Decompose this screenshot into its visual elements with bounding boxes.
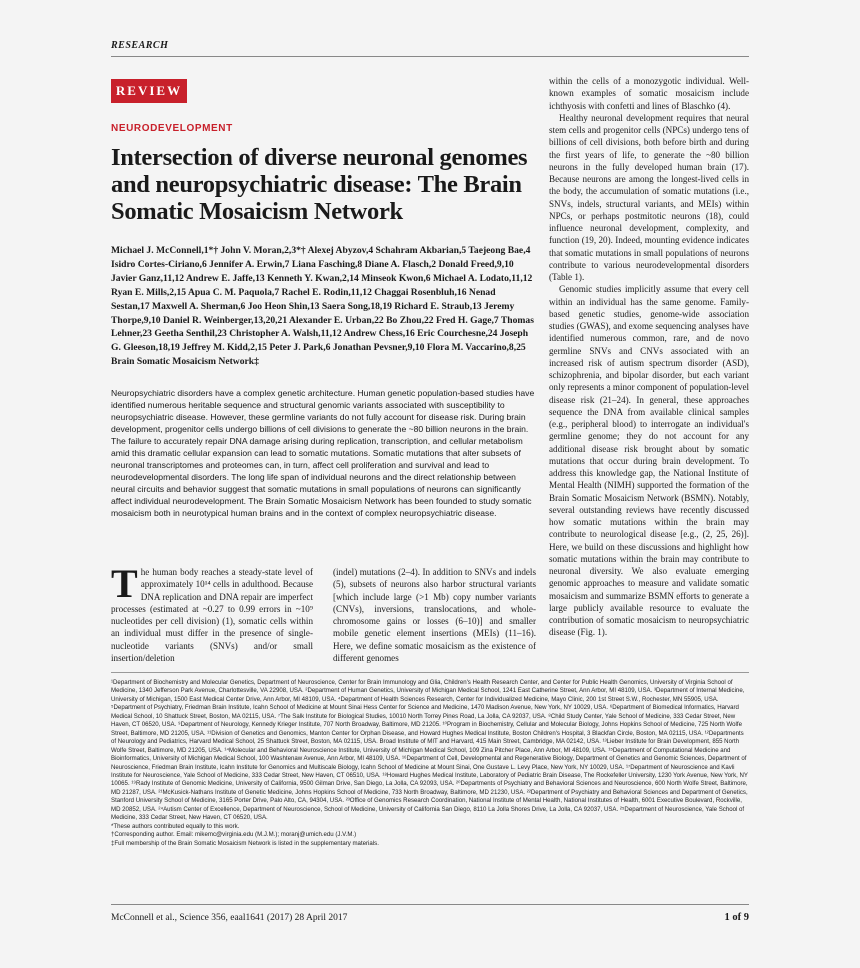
affiliations: [111, 679, 749, 848]
body-column-middle: [333, 566, 536, 664]
footer-citation: McConnell et al., Science 356, eaal1641 (2017) 28 April 2017: [111, 913, 348, 923]
body-paragraph: Genomic studies implicitly assume that every cell within an individual has the same genome. Family-based genetic studies, genome-wide association studies (GWAS), and exome sequencing analyses have identified numerous common, rare, and de novo germline SNVs and CNVs associated with an increased risk of autism spectrum disorder (ASD), schizophrenia, and bipolar disorder, but each variant only represents a minor component of population-level disease risk (21–24). In general, these approaches sequence the DNA from available clinical samples (e.g., peripheral blood) to interrogate an individual's germline genome; they do not account for any additional disease risk brought about by somatic mutations that occur during brain development. To address this knowledge gap, the National Institute of Mental Health (NIMH) supported the formation of the Brain Somatic Mosaicism Network (BSMN). Notably, several outstanding reviews have recently discussed how somatic mutations within the brain may contribute to neurological disease [e.g., (2, 25, 26)]. Here, we build on these discussions and highlight how somatic mutations within the brain may contribute to neuronal diversity. We also evaluate emerging genomic approaches to measure and validate somatic mosaicism and summarize BSMN efforts to generate a large publicly available resource to evaluate the contribution of somatic mosaicism to neuropsychiatric disease (Fig. 1).: [549, 284, 750, 638]
affiliation-list: ¹Department of Biochemistry and Molecular Genetics, Department of Neuroscience, Center for Brain Immunology and Glia, Children's Health Research Center, and Center for Public Health Genomics, University of Virginia School of Medicine, 1340 Jefferson Park Avenue, Charlottesville, VA 22908, USA. ²Department of Human Genetics, University of Michigan Medical School, 1241 East Catherine Street, Ann Arbor, MI 48109, USA. ³Department of Internal Medicine, University of Michigan, 1500 East Medical Center Drive, Ann Arbor, MI 48109, USA. ⁴Department of Health Sciences Research, Center for Individualized Medicine, Mayo Clinic, 200 1st Street S.W., Rochester, MN 55905, USA. ⁵Department of Psychiatry, Friedman Brain Institute, Icahn School of Medicine at Mount Sinai Hess Center for Science and Medicine, 1470 Madison Avenue, New York, NY 10029, USA. ⁶Department of Biomedical Informatics, Harvard Medical School, 10 Shattuck Street, Boston, MA 02115, USA. ⁷The Salk Institute for Biological Studies, 10010 North Torrey Pines Road, La Jolla, CA 92037, USA. ⁸Child Study Center, Yale School of Medicine, 333 Cedar Street, New Haven, CT 06520, USA. ⁹Department of Neurology, Kennedy Krieger Institute, 707 North Broadway, Baltimore, MD 21205. ¹⁰Program in Biochemistry, Cellular and Molecular Biology, Johns Hopkins School of Medicine, 725 North Wolfe Street, Baltimore, MD 21205, USA. ¹¹Division of Genetics and Genomics, Manton Center for Orphan Disease, and Howard Hughes Medical Institute, Boston Children's Hospital, 3 Blackfan Circle, Boston, MA 02115, USA. ¹²Departments of Neurology and Pediatrics, Harvard Medical School, 25 Shattuck Street, Boston, MA 02115, USA. Broad Institute of MIT and Harvard, 415 Main Street, Cambridge, MA 02142, USA. ¹³Lieber Institute for Brain Development, 855 North Wolfe Street, Baltimore, MD 21205, USA. ¹⁴Molecular and Behavioral Neuroscience Institute, University of Michigan Medical School, 109 Zina Pitcher Place, Ann Arbor, MI 48109, USA. ¹⁵Department of Computational Medicine and Bioinformatics, University of Michigan Medical School, 100 Washtenaw Avenue, Ann Arbor, MI 48109, USA. ¹⁶Department of Cell, Developmental and Regenerative Biology, Department of Genetics and Genomic Sciences, Department of Neuroscience, Friedman Brain Institute, Icahn Institute for Genomics and Multiscale Biology, Icahn School of Medicine at Mount Sinai, One Gustave L. Levy Place, New York, NY 10029, USA. ¹⁷Department of Neuroscience and Kavli Institute for Neuroscience, Yale School of Medicine, 333 Cedar Street, New Haven, CT 06510, USA. ¹⁸Howard Hughes Medical Institute, Laboratory of Pediatric Brain Disease, The Rockefeller University, 1230 York Avenue, New York, NY 10065. ¹⁹Rady Institute of Genomic Medicine, University of California, 9500 Gilman Drive, San Diego, La Jolla, CA 92093, USA. ²⁰Departments of Psychiatry and Behavioral Sciences and Neuroscience, 600 North Wolfe Street, Baltimore, MD 21287, USA. ²¹McKusick-Nathans Institute of Genetic Medicine, Johns Hopkins School of Medicine, 733 North Broadway, Baltimore, MD 21230, USA. ²²Department of Psychiatry and Behavioral Sciences and Department of Genetics, Stanford University School of Medicine, 3165 Porter Drive, Palo Alto, CA, 94304, USA. ²³Office of Genomics Research Coordination, National Institute of Mental Health, National Institutes of Health, 6001 Executive Boulevard, Rockville, MD 20852, USA. ²⁴Autism Center of Excellence, Department of Neuroscience, School of Medicine, University of California San Diego, 8110 La Jolla Shores Drive, La Jolla, CA 92037, USA. ²⁵Department of Neuroscience, Yale School of Medicine, 333 Cedar Street, New Haven, CT 06520, USA.: [111, 679, 748, 822]
review-badge: REVIEW: [111, 79, 187, 103]
body-paragraph: within the cells of a monozygotic individual. Well-known examples of somatic mosaicism include ichthyosis with confetti and lines of Blaschko (4).: [549, 76, 749, 111]
footnote-rule: [111, 672, 749, 673]
body-text-middle: (indel) mutations (2–4). In addition to SNVs and indels (5), subsets of neurons also harbor structural variants [which include large (>1 Mb) copy number variants (CNVs), inversions, translocations, and whole-chromosome gains or losses (6–10)] and smaller mobile genetic element insertions (MEIs) (11–16). Here, we define somatic mosaicism as the existence of different genomes: [333, 567, 536, 663]
article-title: Intersection of diverse neuronal genomes and neuropsychiatric disease: The Brain Somatic Mosaicism Network: [111, 144, 528, 225]
equal-contribution-note: *These authors contributed equally to this work.: [111, 822, 240, 830]
bottom-rule: [111, 904, 749, 905]
body-column-left: [111, 561, 313, 664]
membership-note: ‡Full membership of the Brain Somatic Mosaicism Network is listed in the supplementary materials.: [111, 839, 379, 847]
body-paragraph: Healthy neuronal development requires that neural stem cells and progenitor cells (NPCs) undergo tens of billions of cell divisions, both before birth and during the first years of life, to generate the ~80 billion neurons in the fully developed human brain (17). Because neurons are among the longest-lived cells in the body, the accumulation of somatic mutations (i.e., SNVs, indels, structural variants, and MEIs) within NPCs, or perhaps postmitotic neurons (18), could influence neuronal development, complexity, and function (19, 20). Indeed, mounting evidence indicates that somatic mutations in small populations of neurons contribute to various neurodevelopmental disorders (Table 1).: [549, 112, 749, 282]
body-column-right: [549, 75, 749, 639]
kicker: NEURODEVELOPMENT: [111, 123, 233, 134]
abstract: Neuropsychiatric disorders have a complex genetic architecture. Human genetic population-based studies have identified numerous heritable sequence and structural genomic variants associated with susceptibility to neuropsychiatric disease. However, these germline variants do not fully account for disease risk. During brain development, progenitor cells undergo billions of cell divisions to generate the ~80 billion neurons in the brain. The failure to accurately repair DNA damage arising during replication, transcription, and cellular metabolism amid this dramatic cellular expansion can lead to somatic mutations. Somatic mutations that alter subsets of neuronal transcriptomes and proteomes can, in turn, affect cell proliferation and survival and lead to neurodevelopmental disorders. The long life span of individual neurons and the direct relationship between neural circuits and behavior suggest that somatic mutations in small populations of neurons can significantly affect individual neurodevelopment. The Brain Somatic Mosaicism Network has been founded to study somatic mosaicism both in neurotypical human brains and in the context of complex neuropsychiatric disease.: [111, 388, 535, 519]
author-list: Michael J. McConnell,1*† John V. Moran,2,3*† Alexej Abyzov,4 Schahram Akbarian,5 Taejeong Bae,4 Isidro Cortes-Ciriano,6 Jennifer A. Erwin,7 Liana Fasching,8 Diane A. Flasch,2 Donald Freed,9,10 Javier Ganz,11,12 Andrew E. Jaffe,13 Kenneth Y. Kwan,2,14 Minseok Kwon,6 Michael A. Lodato,11,12 Ryan E. Mills,2,15 Apua C. M. Paquola,7 Rachel E. Rodin,11,12 Chaggai Rosenbluh,16 Nenad Sestan,17 Maxwell A. Sherman,6 Joo Heon Shin,13 Saera Song,18,19 Richard E. Straub,13 Jeremy Thorpe,9,10 Daniel R. Weinberger,13,20,21 Alexander E. Urban,22 Bo Zhou,22 Fred H. Gage,7 Thomas Lehner,23 Geetha Senthil,23 Christopher A. Walsh,11,12 Andrew Chess,16 Eric Courchesne,24 Joseph G. Gleeson,18,19 Jeffrey M. Kidd,2,15 Peter J. Park,6 Jonathan Pevsner,9,10 Flora M. Vaccarino,8,25 Brain Somatic Mosaicism Network‡: [111, 245, 534, 368]
section-label: RESEARCH: [111, 40, 169, 51]
corresponding-author-note: †Corresponding author. Email: mikemc@virginia.edu (M.J.M.); moranj@umich.edu (J.V.M.): [111, 831, 357, 839]
top-rule: [111, 56, 749, 57]
drop-cap: T: [111, 561, 138, 606]
body-text-left: he human body reaches a steady-state level of approximately 10¹⁴ cells in adulthood. Because DNA replication and DNA repair are imperfect processes (estimated at ~0.27 to 0.99 errors in ~10⁹ nucleotides per cell division) (1), somatic cells within an individual must differ in the presence of single-nucleotide variants (SNVs) and/or small insertion/deletion: [111, 567, 313, 663]
page-number: 1 of 9: [724, 912, 749, 923]
